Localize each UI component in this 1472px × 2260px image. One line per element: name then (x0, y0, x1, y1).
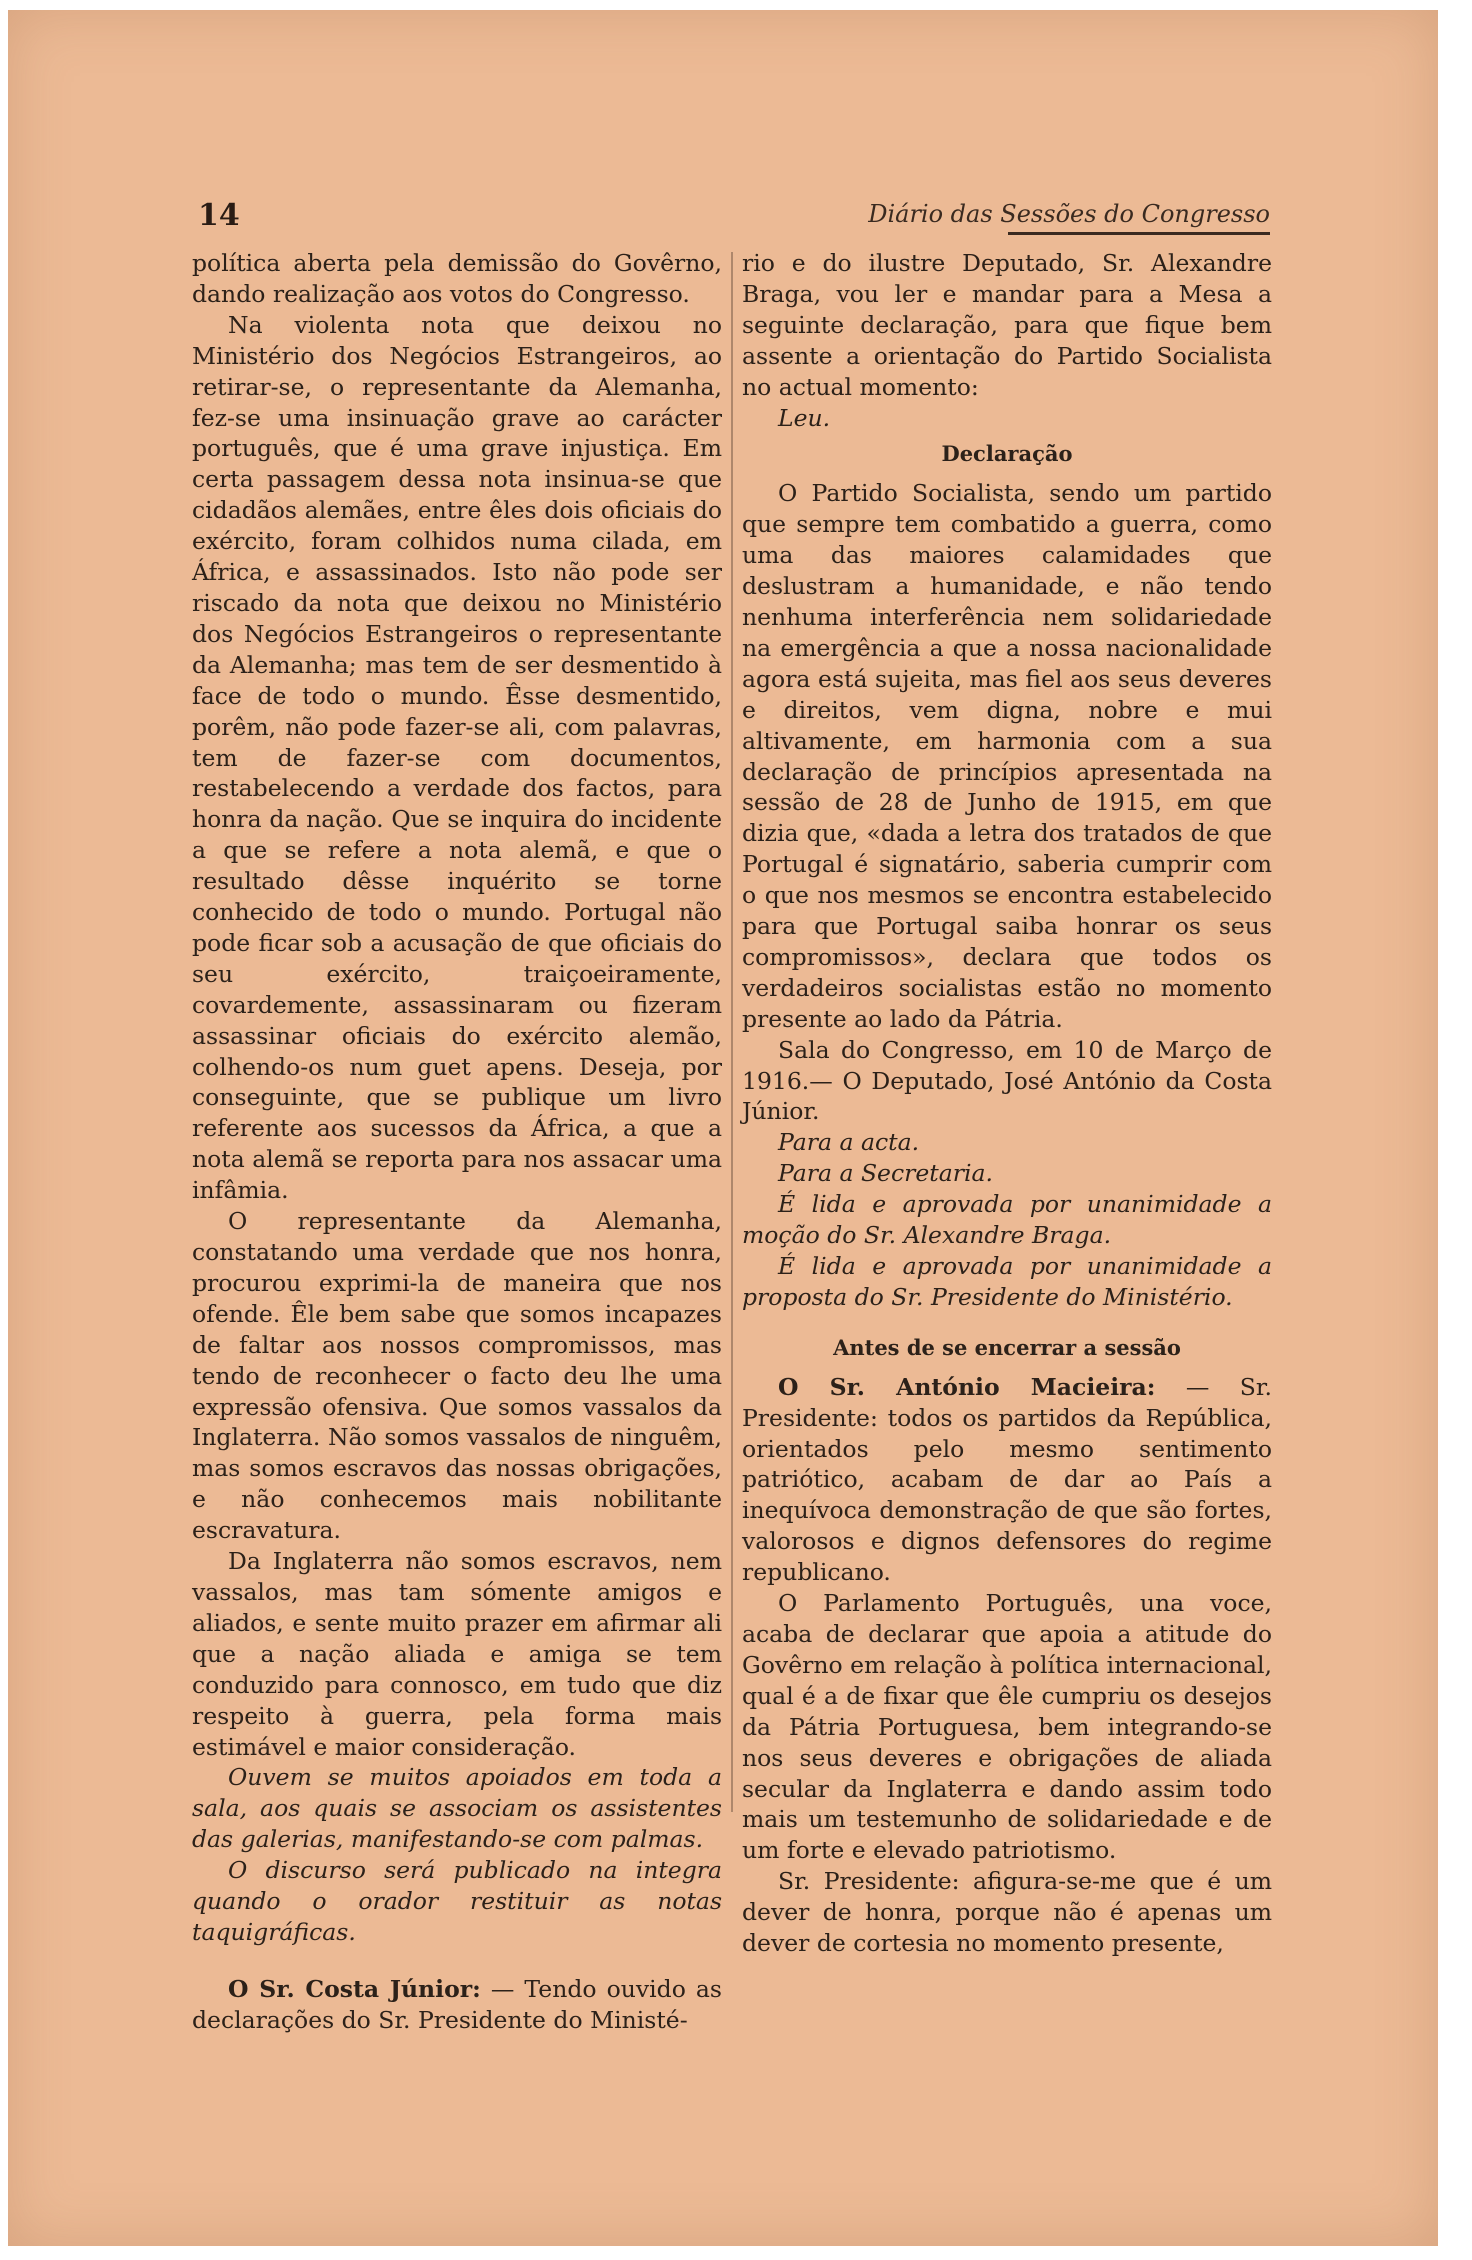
paragraph: Sr. Presidente: afigura-se-me que é um dever de honra, porque não é apenas um dever de cortesia no momento presente, (742, 1867, 1272, 1958)
stage-direction: Ouvem se muitos apoiados em toda a sala, aos quais se associam os assistentes das galerias, manifestando-se com palmas. (192, 1763, 722, 1854)
section-heading: Antes de se encerrar a sessão (833, 1334, 1181, 1360)
paragraph: Sala do Congresso, em 10 de Março de 1916.— O Deputado, José António da Costa Júnior. (742, 1035, 1272, 1126)
stage-direction: Leu. (778, 403, 831, 432)
page-number: 14 (198, 198, 240, 233)
stage-direction: É lida e aprovada por unanimidade a moção do Sr. Alexandre Braga. (742, 1190, 1272, 1250)
left-column (192, 248, 722, 2036)
speech-paragraph (192, 1974, 722, 2036)
stage-direction: Para a acta. (778, 1128, 920, 1157)
section-heading: Declaração (941, 441, 1073, 467)
page-header (198, 198, 1270, 238)
speech-text: — Sr. Presidente: todos os partidos da República, orientados pelo mesmo sentimento patriótico, acabam de dar ao País a inequívoca demonstração de que são fortes, valorosos e dignos defensores do regime republicano. (742, 1372, 1272, 1587)
column-divider (731, 252, 733, 1812)
stage-direction: É lida e aprovada por unanimidade a proposta do Sr. Presidente do Ministério. (742, 1252, 1272, 1311)
paragraph: O Parlamento Português, una voce, acaba de declarar que apoia a atitude do Govêrno em relação à política internacional, qual é a de fixar que êle cumpriu os desejos da Pátria Portuguesa, bem integrando-se nos seus deveres e obrigações de aliada secular da Inglaterra e dando assim todo mais um testemunho de solidariedade e de um forte e elevado patriotismo. (742, 1589, 1272, 1865)
paragraph: rio e do ilustre Deputado, Sr. Alexandre Braga, vou ler e mandar para a Mesa a seguinte declaração, para que fique bem assente a orientação do Partido Socialista no actual momento: (742, 249, 1272, 401)
speaker-name: O Sr. António Macieira: (778, 1372, 1156, 1401)
paragraph: O representante da Alemanha, constatando uma verdade que nos honra, procurou exprimi-la de maneira que nos ofende. Êle bem sabe que somos incapazes de faltar aos nossos compromissos, mas tendo de reconhecer o facto deu lhe uma expressão ofensiva. Que somos vassalos da Inglaterra. Não somos vassalos de ninguêm, mas somos escravos das nossas obrigações, e não conhecemos mais nobilitante escravatura. (192, 1207, 722, 1545)
speaker-name: O Sr. Costa Júnior: (228, 1974, 481, 2003)
paragraph: política aberta pela demissão do Govêrno, dando realização aos votos do Congresso. (192, 249, 722, 308)
stage-direction: O discurso será publicado na integra quando o orador restituir as notas taquigráficas. (192, 1856, 722, 1946)
right-column (742, 248, 1272, 1959)
running-head: Diário das Sessões do Congresso (868, 200, 1270, 228)
paragraph: Da Inglaterra não somos escravos, nem vassalos, mas tam sómente amigos e aliados, e sente muito prazer em afirmar ali que a nação aliada e amiga se tem conduzido para connosco, em tudo que diz respeito à guerra, pela forma mais estimável e maior consideração. (192, 1547, 722, 1761)
stage-direction: Para a Secretaria. (778, 1159, 993, 1188)
speech-paragraph (742, 1372, 1272, 1588)
speech-text: — Tendo ouvido as declarações do Sr. Presidente do Ministé- (192, 1974, 722, 2034)
paragraph: O Partido Socialista, sendo um partido que sempre tem combatido a guerra, como uma das maiores calamidades que deslustram a humanidade, e não tendo nenhuma interferência nem solidariedade na emergência a que a nossa nacionalidade agora está sujeita, mas fiel aos seus deveres e direitos, vem digna, nobre e mui altivamente, em harmonia com a sua declaração de princípios apresentada na sessão de 28 de Junho de 1915, em que dizia que, «dada a letra dos tratados de que Portugal é signatário, saberia cumprir com o que nos mesmos se encontra estabelecido para que Portugal saiba honrar os seus compromissos», declara que todos os verdadeiros socialistas estão no momento presente ao lado da Pátria. (742, 479, 1272, 1033)
header-rule (1008, 232, 1270, 235)
paragraph: Na violenta nota que deixou no Ministério dos Negócios Estrangeiros, ao retirar-se, o representante da Alemanha, fez-se uma insinuação grave ao carácter português, que é uma grave injustiça. Em certa passagem dessa nota insinua-se que cidadãos alemães, entre êles dois oficiais do exército, foram colhidos numa cilada, em África, e assassinados. Isto não pode ser riscado da nota que deixou no Ministério dos Negócios Estrangeiros o representante da Alemanha; mas tem de ser desmentido à face de todo o mundo. Êsse desmentido, porêm, não pode fazer-se ali, com palavras, tem de fazer-se com documentos, restabelecendo a verdade dos factos, para honra da nação. Que se inquira do incidente a que se refere a nota alemã, e que o resultado dêsse inquérito se torne conhecido de todo o mundo. Portugal não pode ficar sob a acusação de que oficiais do seu exército, traiçoeiramente, covardemente, assassinaram ou fizeram assassinar oficiais do exército alemão, colhendo-os num guet apens. Deseja, por conseguinte, que se publique um livro referente aos sucessos da África, a que a nota alemã se reporta para nos assacar uma infâmia. (192, 310, 722, 1205)
